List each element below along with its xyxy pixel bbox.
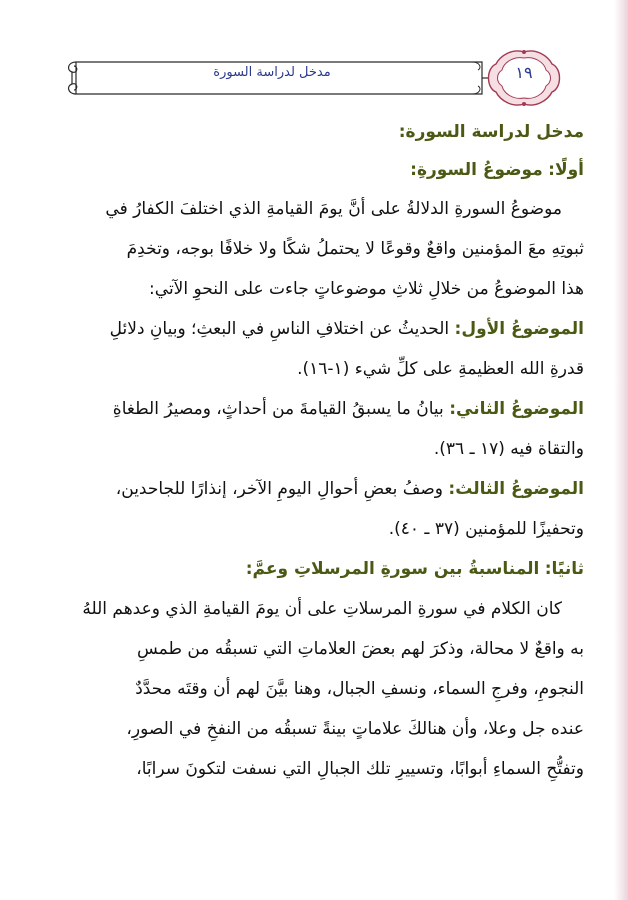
paragraph-line: النجومِ، وفرجِ السماء، ونسفِ الجبال، وهنا بيَّنَ لهم أن وقتَه محدَّدٌ bbox=[135, 679, 584, 699]
topic-3-text: وصفُ بعضِ أحوالِ اليومِ الآخر، إنذارًا للجاحدين، bbox=[115, 479, 443, 499]
paragraph-line: به واقعٌ لا محالة، وذكرَ لهم بعضَ العلاماتِ التي تسبقُه من طمسِ bbox=[136, 639, 584, 659]
running-title: مدخل لدراسة السورة bbox=[213, 65, 331, 80]
topic-2-line bbox=[36, 389, 584, 429]
section-1-label: أولًا: bbox=[548, 160, 584, 180]
paragraph-line: موضوعُ السورةِ الدلالةُ على أنَّ يومَ القيامةِ الذي اختلفَ الكفارُ في bbox=[105, 199, 562, 219]
topic-3-line bbox=[36, 469, 584, 509]
topic-1-text: الحديثُ عن اختلافِ الناسِ في البعثِ؛ وبيانِ دلائلِ bbox=[109, 319, 450, 339]
topic-1-line bbox=[36, 309, 584, 349]
page-edge-shadow bbox=[614, 0, 628, 900]
paragraph-line: وتفتُّحِ السماءِ أبوابًا، وتسييرِ تلك الجبالِ التي نسفت لتكونَ سرابًا، bbox=[136, 759, 584, 779]
topic-1-label: الموضوعُ الأول: bbox=[454, 319, 584, 339]
page-body bbox=[36, 113, 584, 789]
section-2-title: المناسبةُ بين سورةِ المرسلاتِ وعمَّ: bbox=[245, 559, 540, 579]
chapter-title: مدخل لدراسة السورة: bbox=[398, 122, 584, 142]
paragraph-line: كان الكلام في سورةِ المرسلاتِ على أن يومَ القيامةِ الذي وعدهم اللهُ bbox=[82, 599, 562, 619]
page-header bbox=[62, 48, 602, 108]
paragraph-line: والتقاة فيه (١٧ ـ ٣٦). bbox=[433, 439, 584, 459]
paragraph-line: ثبوتِهِ معَ المؤمنين واقعٌ وقوعًا لا يحتملُ شكًا ولا خلافًا بوجه، وتخدِمَ bbox=[126, 239, 584, 259]
chapter-title-line bbox=[36, 113, 584, 151]
paragraph-line: عنده جل وعلا، وأن هنالكَ علاماتٍ بينةً تسبقُه من النفخِ في الصورِ، bbox=[126, 719, 584, 739]
topic-2-label: الموضوعُ الثاني: bbox=[449, 399, 584, 419]
paragraph-line: وتحفيزًا للمؤمنين (٣٧ ـ ٤٠). bbox=[388, 519, 584, 539]
page-number: ١٩ bbox=[515, 63, 533, 82]
paragraph-line: هذا الموضوعُ من خلالِ ثلاثِ موضوعاتٍ جاءت على النحوِ الآتي: bbox=[149, 279, 584, 299]
section-2-label: ثانيًا: bbox=[544, 559, 584, 579]
section-heading-1 bbox=[36, 151, 584, 189]
section-1-title: موضوعُ السورةِ: bbox=[410, 160, 543, 180]
topic-2-text: بيانُ ما يسبقُ القيامةَ من أحداثٍ، ومصيرُ الطغاةِ bbox=[112, 399, 444, 419]
topic-3-label: الموضوعُ الثالث: bbox=[448, 479, 584, 499]
paragraph-line: قدرةِ الله العظيمةِ على كلِّ شيء (١-١٦). bbox=[297, 359, 584, 379]
section-heading-2 bbox=[36, 549, 584, 589]
